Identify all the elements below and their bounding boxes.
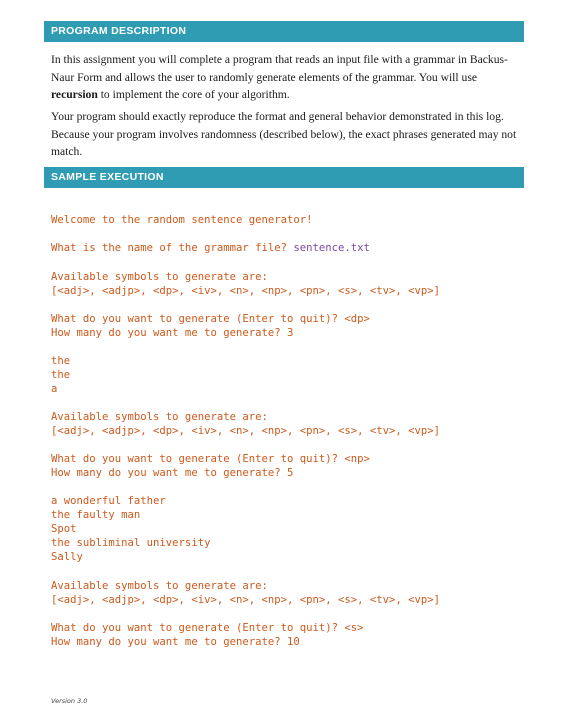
version-footer: Version 3.0 bbox=[51, 697, 88, 705]
available-symbols-label-3: Available symbols to generate are: bbox=[51, 580, 268, 592]
count-input: 3 bbox=[287, 327, 294, 339]
generate-prompt: What do you want to generate (Enter to quit)? bbox=[51, 453, 345, 465]
description-paragraph-2: Your program should exactly reproduce the format and general behavior demonstrated in this log. Because your program involves randomness (described below), the exact phrases generated may not match. bbox=[51, 110, 517, 158]
count-line-2 bbox=[51, 466, 293, 480]
generate-line-2 bbox=[51, 452, 370, 466]
count-line-3 bbox=[51, 635, 300, 649]
result-line: a bbox=[51, 383, 58, 395]
result-line: the bbox=[51, 369, 71, 381]
welcome-line: Welcome to the random sentence generator! bbox=[51, 214, 313, 226]
generate-line-3 bbox=[51, 621, 364, 635]
generate-line-1 bbox=[51, 312, 370, 326]
grammar-file-prompt: What is the name of the grammar file? bbox=[51, 242, 294, 254]
result-line: the bbox=[51, 355, 71, 367]
symbols-list-1: [<adj>, <adjp>, <dp>, <iv>, <n>, <np>, <pn>, <s>, <tv>, <vp>] bbox=[51, 285, 441, 297]
result-line: the subliminal university bbox=[51, 537, 211, 549]
result-line: Spot bbox=[51, 523, 77, 535]
count-line-1 bbox=[51, 326, 293, 340]
description-paragraph-1 bbox=[51, 51, 521, 104]
symbols-list-3: [<adj>, <adjp>, <dp>, <iv>, <n>, <np>, <pn>, <s>, <tv>, <vp>] bbox=[51, 594, 441, 606]
result-line: Sally bbox=[51, 551, 83, 563]
program-description-header: PROGRAM DESCRIPTION bbox=[44, 21, 524, 42]
grammar-file-input: sentence.txt bbox=[293, 242, 370, 254]
p1-text-before: In this assignment you will complete a program that reads an input file with a grammar in Backus-Naur Form and allows the user to randomly generate elements of the grammar. You will use bbox=[51, 53, 508, 84]
count-prompt: How many do you want me to generate? bbox=[51, 636, 287, 648]
generate-input: <np> bbox=[344, 453, 370, 465]
recursion-emphasis: recursion bbox=[51, 88, 98, 101]
result-line: a wonderful father bbox=[51, 495, 166, 507]
generate-prompt: What do you want to generate (Enter to quit)? bbox=[51, 622, 345, 634]
generate-input: <s> bbox=[344, 622, 364, 634]
generate-prompt: What do you want to generate (Enter to quit)? bbox=[51, 313, 345, 325]
count-input: 10 bbox=[287, 636, 300, 648]
count-prompt: How many do you want me to generate? bbox=[51, 327, 287, 339]
grammar-file-line bbox=[51, 241, 370, 255]
sample-execution-header: SAMPLE EXECUTION bbox=[44, 167, 524, 188]
count-input: 5 bbox=[287, 467, 294, 479]
p1-text-after: to implement the core of your algorithm. bbox=[97, 88, 290, 101]
symbols-list-2: [<adj>, <adjp>, <dp>, <iv>, <n>, <np>, <pn>, <s>, <tv>, <vp>] bbox=[51, 425, 441, 437]
generate-input: <dp> bbox=[344, 313, 370, 325]
available-symbols-label-2: Available symbols to generate are: bbox=[51, 411, 268, 423]
result-line: the faulty man bbox=[51, 509, 141, 521]
count-prompt: How many do you want me to generate? bbox=[51, 467, 287, 479]
available-symbols-label-1: Available symbols to generate are: bbox=[51, 271, 268, 283]
